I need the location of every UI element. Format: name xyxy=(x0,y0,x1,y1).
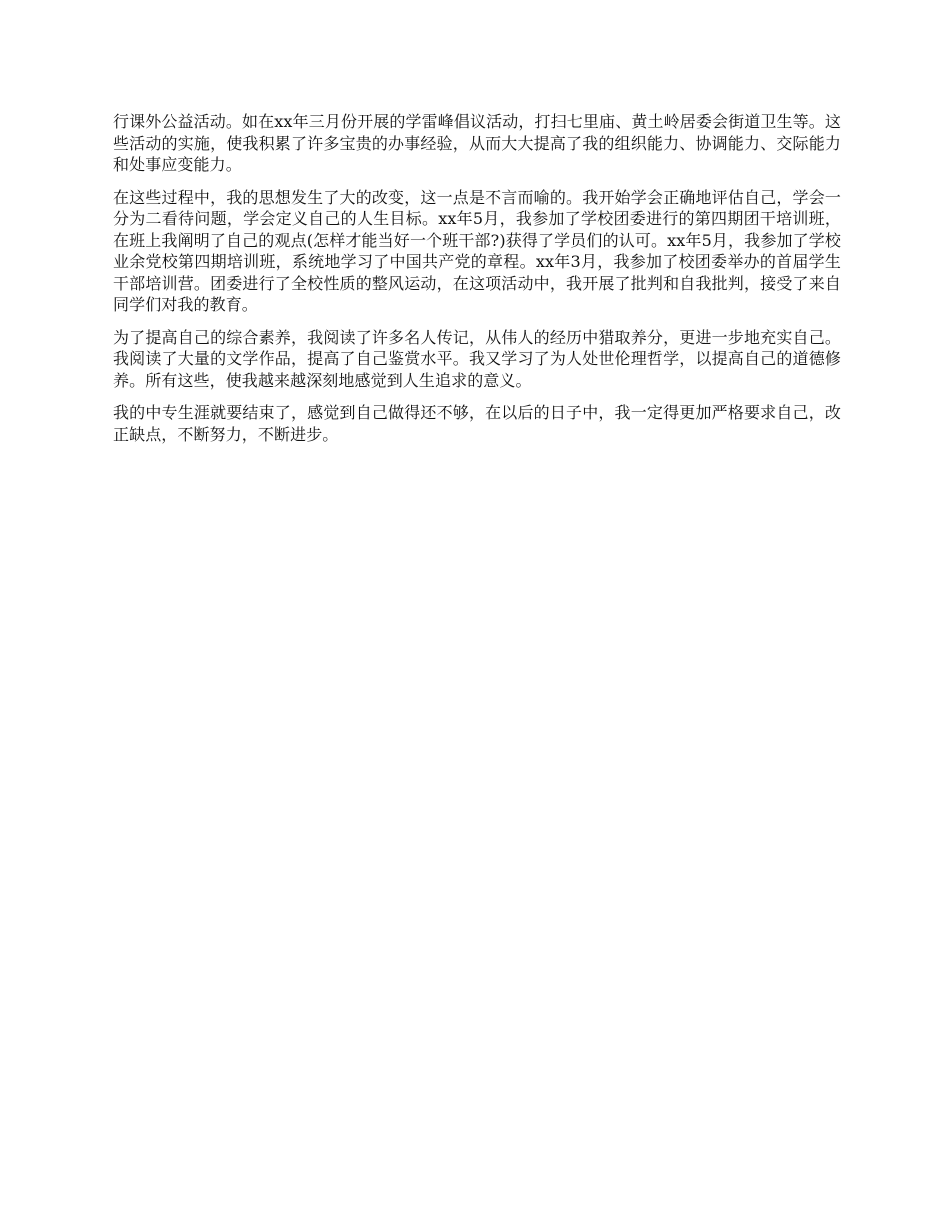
document-body xyxy=(113,111,841,456)
paragraph-3: 为了提高自己的综合素养，我阅读了许多名人传记，从伟人的经历中猎取养分，更进一步地充实自己。我阅读了大量的文学作品，提高了自己鉴赏水平。我又学习了为人处世伦理哲学，以提高自己的道德修养。所有这些，使我越来越深刻地感觉到人生追求的意义。 xyxy=(113,327,841,390)
paragraph-4: 我的中专生涯就要结束了，感觉到自己做得还不够，在以后的日子中，我一定得更加严格要求自己，改正缺点，不断努力，不断进步。 xyxy=(113,403,841,444)
paragraph-1: 行课外公益活动。如在xx年三月份开展的学雷峰倡议活动，打扫七里庙、黄土岭居委会街道卫生等。这些活动的实施，使我积累了许多宝贵的办事经验，从而大大提高了我的组织能力、协调能力、交际能力和处事应变能力。 xyxy=(113,112,841,174)
paragraph-2: 在这些过程中，我的思想发生了大的改变，这一点是不言而喻的。我开始学会正确地评估自己，学会一分为二看待问题，学会定义自己的人生目标。xx年5月，我参加了学校团委进行的第四期团干培训班，在班上我阐明了自己的观点(怎样才能当好一个班干部?)获得了学员们的认可。xx年5月，我参加了学校业余党校第四期培训班，系统地学习了中国共产党的章程。xx年3月，我参加了校团委举办的首届学生干部培训营。团委进行了全校性质的整风运动，在这项活动中，我开展了批判和自我批判，接受了来自同学们对我的教育。 xyxy=(113,187,841,314)
